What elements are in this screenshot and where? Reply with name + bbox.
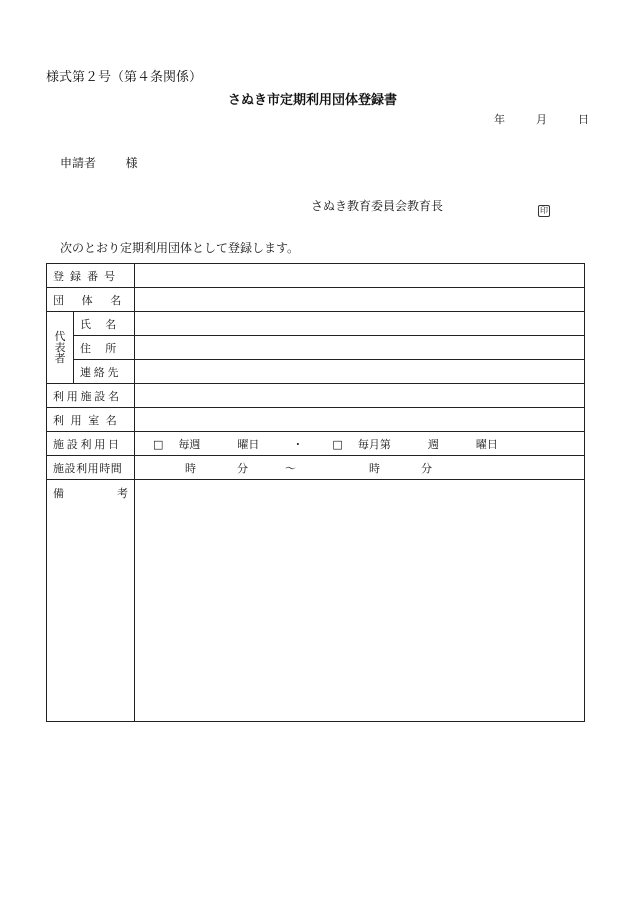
separator-dot: ・: [292, 437, 304, 451]
row-rep-contact: [47, 360, 585, 384]
row-rep-name: [47, 312, 585, 336]
time-minute-1: 分: [237, 461, 249, 475]
field-remarks[interactable]: [135, 480, 585, 722]
row-room-name: [47, 408, 585, 432]
row-facility-name: [47, 384, 585, 408]
label-remarks: [47, 480, 135, 722]
document-title: さぬき市定期利用団体登録書: [228, 93, 398, 108]
label-registration-number: 登録番号: [47, 264, 135, 288]
field-usage-time: [135, 456, 585, 480]
weekday-label-2: 曜日: [475, 437, 498, 451]
weekday-label-1: 曜日: [237, 437, 260, 451]
label-rep-address: 住所: [74, 336, 135, 360]
label-group-name: 団体名: [47, 288, 135, 312]
form-number: 様式第２号（第４条関係）: [46, 70, 203, 85]
issuer-name: さぬき教育委員会教育長: [311, 199, 444, 213]
monthly-label: 毎月第: [357, 437, 391, 451]
label-rep-contact: 連絡先: [74, 360, 135, 384]
field-rep-name[interactable]: [135, 312, 585, 336]
row-usage-day: [47, 432, 585, 456]
label-room-name: 利用室名: [47, 408, 135, 432]
addressee-line: [60, 154, 138, 171]
field-rep-address[interactable]: [135, 336, 585, 360]
monthly-checkbox[interactable]: □: [332, 437, 343, 451]
field-room-name[interactable]: [135, 408, 585, 432]
label-usage-day: 施設利用日: [47, 432, 135, 456]
week-label: 週: [427, 437, 439, 451]
time-minute-2: 分: [421, 461, 433, 475]
registration-form-table: [46, 263, 585, 722]
field-rep-contact[interactable]: [135, 360, 585, 384]
remarks-char-2: 考: [117, 487, 129, 500]
label-usage-time: 施設利用時間: [47, 456, 135, 480]
time-hour-2: 時: [369, 461, 381, 475]
date-month: 月: [536, 113, 547, 126]
label-representative: 代表者: [47, 312, 74, 384]
label-rep-name: 氏名: [74, 312, 135, 336]
row-group-name: [47, 288, 585, 312]
date-day: 日: [578, 113, 589, 126]
honorific: 様: [125, 156, 138, 170]
row-usage-time: [47, 456, 585, 480]
date-year: 年: [494, 113, 505, 126]
time-tilde: ～: [285, 461, 297, 475]
date-line: [494, 111, 589, 127]
label-facility-name: 利用施設名: [47, 384, 135, 408]
field-group-name[interactable]: [135, 288, 585, 312]
seal-icon: 印: [540, 206, 548, 215]
field-registration-number[interactable]: [135, 264, 585, 288]
row-registration-number: [47, 264, 585, 288]
field-facility-name[interactable]: [135, 384, 585, 408]
seal-mark: [538, 198, 550, 217]
weekly-label: 毎週: [178, 437, 201, 451]
intro-text: 次のとおり定期利用団体として登録します。: [60, 241, 300, 255]
applicant-label: 申請者: [60, 156, 97, 170]
weekly-checkbox[interactable]: □: [153, 437, 164, 451]
field-usage-day: [135, 432, 585, 456]
row-remarks: [47, 480, 585, 722]
time-hour-1: 時: [185, 461, 197, 475]
row-rep-address: [47, 336, 585, 360]
remarks-char-1: 備: [53, 487, 64, 500]
